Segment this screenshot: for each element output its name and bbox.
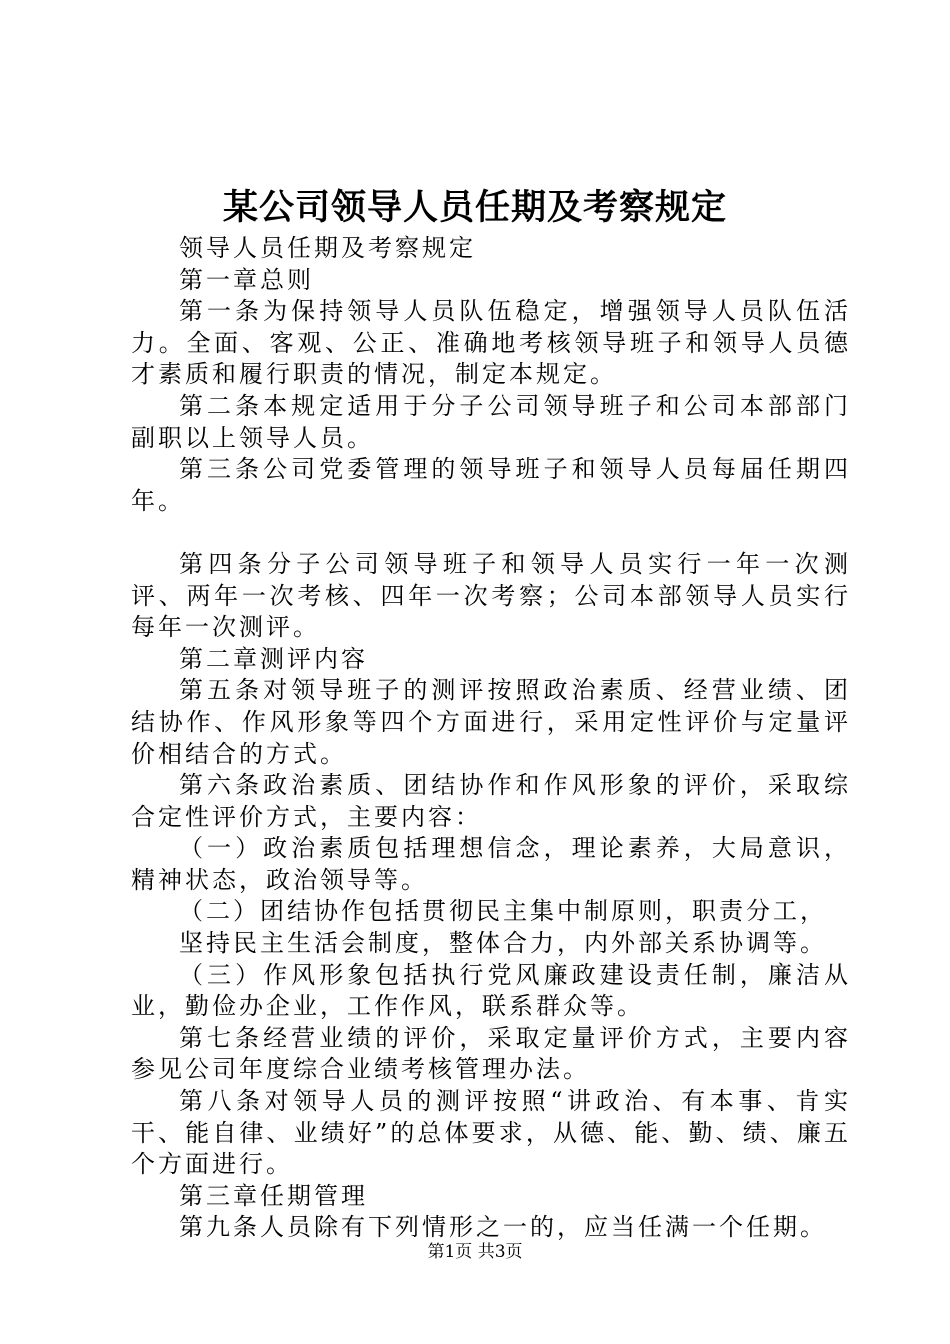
page-number-footer: 第1页 共3页	[427, 1242, 523, 1262]
list-item-continuation: 坚持民主生活会制度，整体合力，内外部关系协调等。	[179, 929, 827, 958]
list-item-paragraph: （三）作风形象包括执行党风廉政建设责任制，廉洁从业，勤俭办企业，工作作风，联系群众等。	[131, 960, 851, 1021]
document-body	[131, 233, 851, 1244]
article-paragraph: 第六条政治素质、团结协作和作风形象的评价，采取综合定性评价方式，主要内容：	[131, 771, 851, 831]
document-title: 某公司领导人员任期及考察规定	[222, 187, 727, 228]
article-paragraph: 第九条人员除有下列情形之一的，应当任满一个任期。	[179, 1213, 827, 1242]
article-paragraph: 第四条分子公司领导班子和领导人员实行一年一次测评、两年一次考核、四年一次考察；公司本部领导人员实行每年一次测评。	[131, 549, 851, 642]
subtitle-paragraph: 领导人员任期及考察规定	[179, 234, 476, 262]
chapter-heading: 第二章测评内容	[179, 644, 368, 673]
list-item-paragraph: （二）团结协作包括贯彻民主集中制原则，职责分工，	[179, 897, 827, 926]
article-paragraph: 第七条经营业绩的评价，采取定量评价方式，主要内容参见公司年度综合业绩考核管理办法。	[131, 1023, 851, 1084]
chapter-heading: 第三章任期管理	[179, 1181, 368, 1210]
list-item-paragraph: （一）政治素质包括理想信念，理论素养，大局意识，精神状态，政治领导等。	[131, 834, 851, 894]
paragraph-spacer	[131, 517, 851, 549]
article-paragraph: 第一条为保持领导人员队伍稳定，增强领导人员队伍活力。全面、客观、公正、准确地考核领导班子和领导人员德才素质和履行职责的情况，制定本规定。	[131, 297, 851, 389]
article-paragraph: 第二条本规定适用于分子公司领导班子和公司本部部门副职以上领导人员。	[131, 391, 851, 452]
article-paragraph: 第五条对领导班子的测评按照政治素质、经营业绩、团结协作、作风形象等四个方面进行，采用定性评价与定量评价相结合的方式。	[131, 676, 851, 768]
chapter-heading: 第一章总则	[179, 265, 314, 294]
article-paragraph: 第八条对领导人员的测评按照“讲政治、有本事、肯实干、能自律、业绩好”的总体要求，从德、能、勤、绩、廉五个方面进行。	[131, 1087, 851, 1179]
article-paragraph: 第三条公司党委管理的领导班子和领导人员每届任期四年。	[131, 455, 851, 515]
